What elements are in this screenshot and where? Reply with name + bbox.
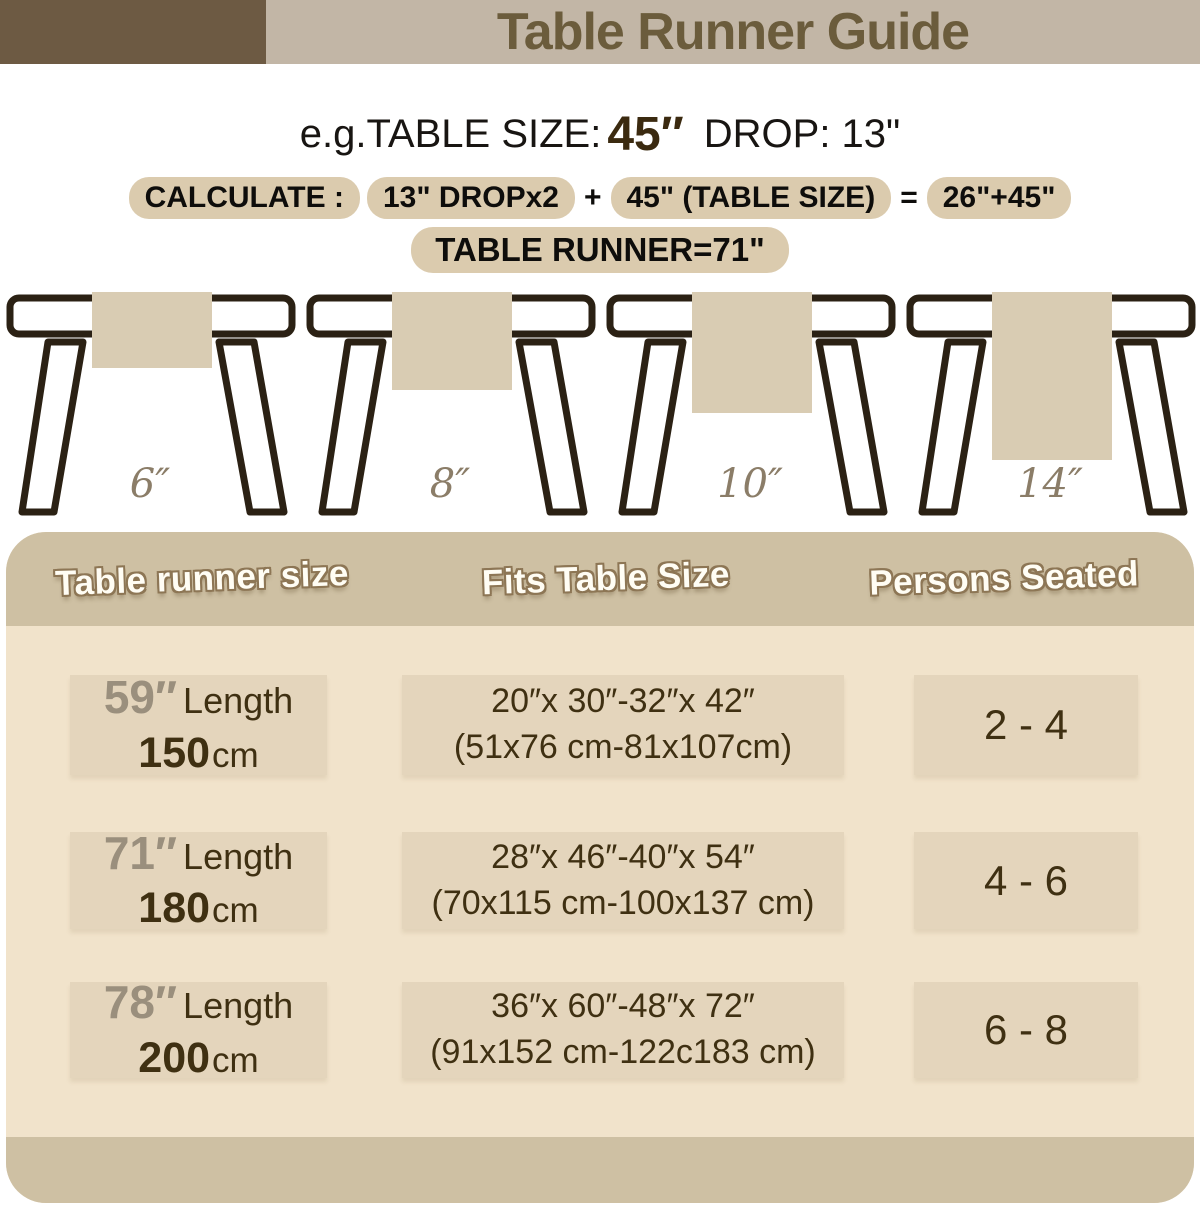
calculation-result-line bbox=[0, 227, 1200, 273]
drop-label-10: 10″ bbox=[717, 461, 783, 507]
runner-length-inches bbox=[104, 825, 293, 883]
cm-unit: cm bbox=[212, 735, 259, 775]
fits-inches: 36″x 60″-48″x 72″ bbox=[491, 987, 755, 1026]
runner-length-inches bbox=[104, 974, 293, 1032]
runner-length-cm bbox=[138, 882, 258, 936]
size-chart-card bbox=[6, 532, 1194, 1203]
cell-fits-table-size-row2 bbox=[402, 832, 844, 929]
runner-length-cm bbox=[138, 1032, 258, 1086]
cell-fits-table-size-row1 bbox=[402, 675, 844, 775]
fits-cm: (51x76 cm-81x107cm) bbox=[453, 728, 793, 766]
drop-label-6: 6″ bbox=[129, 461, 171, 507]
example-drop-value: DROP: 13" bbox=[703, 111, 901, 156]
drop-label-8: 8″ bbox=[429, 461, 471, 507]
fits-cm: (70x115 cm-100x137 cm) bbox=[431, 883, 815, 922]
cell-persons-seated-row1: 2 - 4 bbox=[914, 675, 1138, 775]
runner-length-cm bbox=[138, 727, 258, 781]
card-footer-band bbox=[6, 1137, 1194, 1203]
example-label: e.g.TABLE SIZE: bbox=[299, 111, 602, 156]
length-inches-value: 71″ bbox=[103, 826, 178, 879]
table-diagram-8-inch bbox=[300, 288, 600, 520]
cell-persons-seated-row3: 6 - 8 bbox=[914, 982, 1138, 1078]
page-title: Table Runner Guide bbox=[496, 3, 970, 61]
calc-table-size-pill: 45" (TABLE SIZE) bbox=[611, 177, 892, 219]
cell-runner-size-row1 bbox=[70, 671, 327, 777]
calc-result-pill: TABLE RUNNER=71" bbox=[411, 227, 789, 273]
runner-overlay bbox=[92, 292, 212, 368]
title-banner bbox=[0, 0, 1200, 64]
table-diagram-14-inch bbox=[900, 288, 1200, 520]
calc-sum-pill: 26"+45" bbox=[927, 177, 1072, 219]
fits-inches: 28″x 46″-40″x 54″ bbox=[491, 837, 755, 876]
column-header-runner-size: Table runner size bbox=[54, 553, 350, 604]
length-cm-value: 180 bbox=[138, 884, 211, 933]
runner-overlay bbox=[392, 292, 512, 390]
column-header-persons-seated: Persons Seated bbox=[868, 554, 1140, 603]
calculation-line bbox=[0, 174, 1200, 222]
length-word: Length bbox=[183, 985, 294, 1027]
size-chart-header bbox=[6, 532, 1194, 626]
length-word: Length bbox=[183, 835, 294, 877]
calc-equals-sign: = bbox=[900, 181, 918, 214]
column-header-fits-table-size: Fits Table Size bbox=[481, 554, 731, 603]
length-inches-value: 59″ bbox=[103, 671, 178, 724]
example-line bbox=[0, 103, 1200, 165]
runner-overlay bbox=[692, 292, 812, 413]
length-cm-value: 200 bbox=[138, 1033, 211, 1082]
cm-unit: cm bbox=[212, 1040, 259, 1080]
drop-diagrams-row bbox=[0, 288, 1200, 520]
banner-accent-block bbox=[0, 0, 266, 64]
fits-cm: (91x152 cm-122c183 cm) bbox=[430, 1033, 816, 1071]
cell-runner-size-row2 bbox=[70, 826, 327, 933]
table-diagram-10-inch bbox=[600, 288, 900, 520]
cell-fits-table-size-row3 bbox=[402, 982, 844, 1078]
runner-length-inches bbox=[104, 669, 293, 727]
calc-drop-pill: 13" DROPx2 bbox=[367, 177, 575, 219]
runner-overlay bbox=[992, 292, 1112, 460]
drop-label-14: 14″ bbox=[1017, 461, 1083, 507]
length-inches-value: 78″ bbox=[103, 976, 178, 1029]
length-word: Length bbox=[183, 680, 294, 722]
fits-inches: 20″x 30″-32″x 42″ bbox=[491, 682, 755, 721]
cell-runner-size-row3 bbox=[70, 976, 327, 1082]
length-cm-value: 150 bbox=[138, 728, 211, 777]
table-diagram-6-inch bbox=[0, 288, 300, 520]
calc-label-pill: CALCULATE : bbox=[129, 177, 360, 219]
example-table-size-value: 45″ bbox=[607, 107, 684, 161]
cm-unit: cm bbox=[212, 891, 259, 931]
cell-persons-seated-row2: 4 - 6 bbox=[914, 832, 1138, 929]
calc-plus-sign: + bbox=[583, 181, 602, 214]
